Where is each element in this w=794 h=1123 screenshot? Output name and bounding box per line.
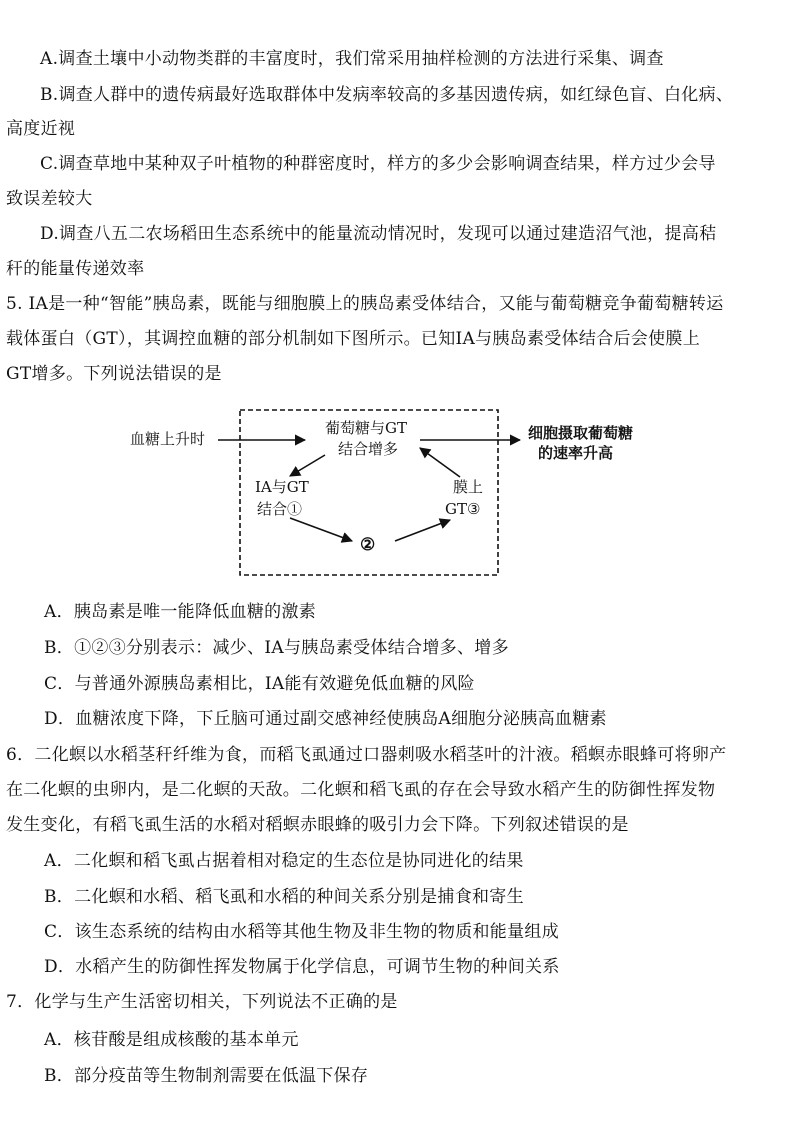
q5-option-c: C．与普通外源胰岛素相比，IA能有效避免低血糖的风险 <box>44 674 475 694</box>
q4-option-b-line2: 高度近视 <box>6 119 76 139</box>
q5-stem-line1: 5. IA是一种“智能”胰岛素，既能与细胞膜上的胰岛素受体结合，又能与葡萄糖竞争葡萄糖转运 <box>6 294 724 314</box>
diagram-left-node-line1: IA与GT <box>255 478 309 496</box>
q6-stem-line2: 在二化螟的虫卵内，是二化螟的天敌。二化螟和稻飞虱的存在会导致水稻产生的防御性挥发物 <box>6 780 716 800</box>
arrow-top-to-left <box>290 455 325 476</box>
q6-option-b: B．二化螟和水稻、稻飞虱和水稻的种间关系分别是捕食和寄生 <box>44 887 524 907</box>
q5-option-d: D．血糖浓度下降，下丘脑可通过副交感神经使胰岛A细胞分泌胰高血糖素 <box>44 709 607 729</box>
diagram-right-node-line2: GT③ <box>445 500 481 518</box>
q6-option-c: C．该生态系统的结构由水稻等其他生物及非生物的物质和能量组成 <box>44 922 560 942</box>
q6-stem-line3: 发生变化，有稻飞虱生活的水稻对稻螟赤眼蜂的吸引力会下降。下列叙述错误的是 <box>6 815 629 835</box>
q4-option-c-line1: C.调查草地中某种双子叶植物的种群密度时，样方的多少会影响调查结果，样方过少会导 <box>40 154 716 174</box>
diagram-top-node-line2: 结合增多 <box>338 440 399 458</box>
q6-option-d: D．水稻产生的防御性挥发物属于化学信息，可调节生物的种间关系 <box>44 957 560 977</box>
diagram-top-node-line1: 葡萄糖与GT <box>325 419 407 437</box>
q6-option-a: A．二化螟和稻飞虱占据着相对稳定的生态位是协同进化的结果 <box>44 851 524 871</box>
q5-stem-line2: 载体蛋白（GT），其调控血糖的部分机制如下图所示。已知IA与胰岛素受体结合后会使膜上 <box>6 329 701 349</box>
q7-stem: 7．化学与生产生活密切相关，下列说法不正确的是 <box>6 992 398 1012</box>
q7-option-a: A．核苷酸是组成核酸的基本单元 <box>44 1030 299 1050</box>
arrow-right-to-top <box>420 448 460 477</box>
q4-option-d-line1: D.调查八五二农场稻田生态系统中的能量流动情况时，发现可以通过建造沼气池，提高秸 <box>40 224 717 244</box>
q4-option-c-line2: 致误差较大 <box>6 189 93 209</box>
diagram-left-node-line2: 结合① <box>257 500 303 518</box>
diagram-bottom-node: ② <box>360 535 376 555</box>
q5-option-b: B．①②③分别表示：减少、IA与胰岛素受体结合增多、增多 <box>44 638 509 658</box>
diagram-left-label: 血糖上升时 <box>130 430 206 448</box>
q7-option-b: B．部分疫苗等生物制剂需要在低温下保存 <box>44 1066 369 1086</box>
q4-option-b-line1: B.调查人群中的遗传病最好选取群体中发病率较高的多基因遗传病，如红绿色盲、白化病、 <box>40 85 734 105</box>
q4-option-d-line2: 秆的能量传递效率 <box>6 259 145 279</box>
glucose-regulation-diagram <box>120 400 680 580</box>
q5-stem-line3: GT增多。下列说法错误的是 <box>6 364 222 384</box>
q5-option-a: A．胰岛素是唯一能降低血糖的激素 <box>44 602 317 622</box>
arrow-bottom-to-right <box>395 520 450 541</box>
diagram-right-node-line1: 膜上 <box>453 478 484 496</box>
q6-stem-line1: 6．二化螟以水稻茎秆纤维为食，而稻飞虱通过口器刺吸水稻茎叶的汁液。稻螟赤眼蜂可将卵产 <box>6 745 727 765</box>
arrow-left-to-bottom <box>290 518 352 541</box>
diagram-right-label-line1: 细胞摄取葡萄糖 <box>528 424 634 442</box>
q4-option-a: A.调查土壤中小动物类群的丰富度时，我们常采用抽样检测的方法进行采集、调查 <box>40 49 664 69</box>
diagram-right-label-line2: 的速率升高 <box>538 444 614 462</box>
